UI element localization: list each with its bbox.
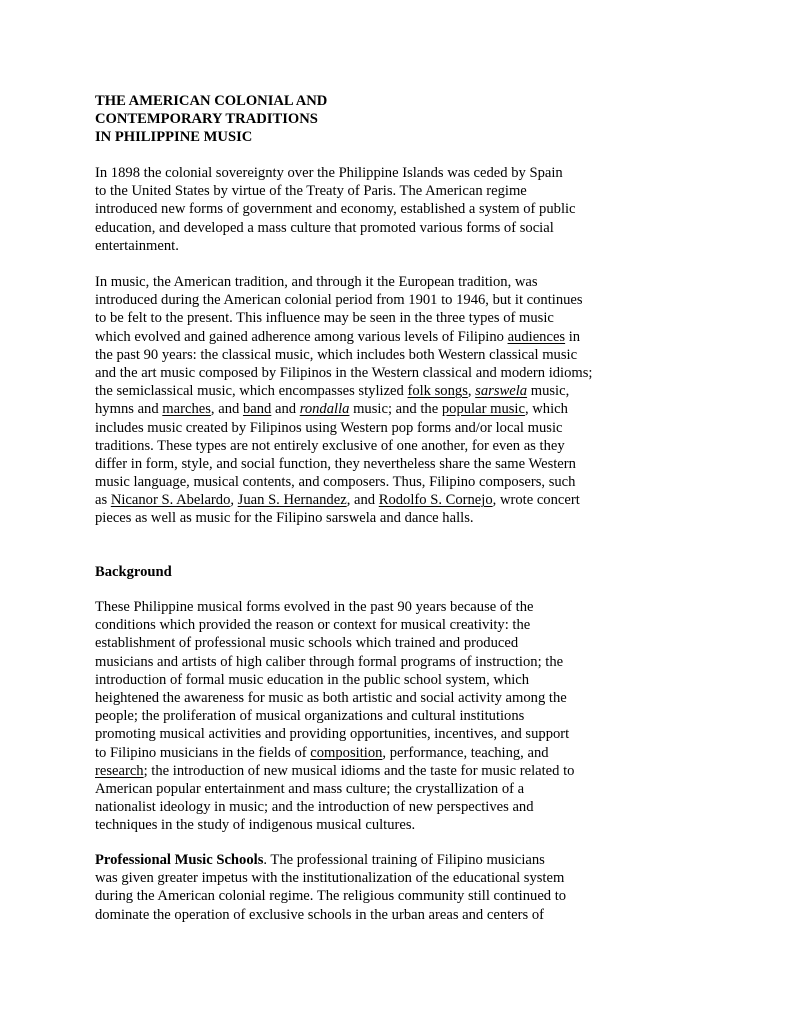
title-line: THE AMERICAN COLONIAL AND	[95, 93, 328, 109]
title-line: IN PHILIPPINE MUSIC	[95, 129, 253, 146]
text-line: to the United States by virtue of the Treaty of Paris. The American regime	[95, 183, 527, 200]
text-line: during the American colonial regime. The religious community still continued to	[95, 888, 567, 905]
link-sarswela[interactable]: sarswela	[475, 383, 528, 400]
document-title	[95, 92, 735, 147]
text-line: includes music created by Filipinos using Western pop forms and/or local music	[95, 419, 563, 436]
text-run: ; the introduction of new musical idioms and the taste for music related to	[143, 762, 575, 779]
text-line: the past 90 years: the classical music, which includes both Western classical music	[95, 346, 578, 363]
link-folk-songs[interactable]: folk songs	[407, 383, 468, 400]
paragraph-music-types	[95, 273, 735, 528]
text-line	[95, 400, 735, 418]
paragraph-background	[95, 598, 735, 834]
text-run: , which	[524, 401, 568, 418]
run-in-heading: Professional Music Schools	[95, 852, 264, 868]
link-composition[interactable]: composition	[310, 744, 383, 761]
title-line: CONTEMPORARY TRADITIONS	[95, 111, 318, 128]
text-line: establishment of professional music schools which trained and produced	[95, 635, 519, 652]
text-run: . The professional training of Filipino musicians	[263, 852, 545, 868]
text-line: In 1898 the colonial sovereignty over the Philippine Islands was ceded by Spain	[95, 165, 563, 181]
text-run: hymns and	[95, 401, 163, 418]
text-run: to Filipino musicians in the fields of	[95, 744, 311, 761]
link-research[interactable]: research	[95, 762, 144, 779]
text-line: American popular entertainment and mass culture; the crystallization of a	[95, 780, 525, 797]
text-line: introduction of formal music education in the public school system, which	[95, 671, 530, 688]
text-run: , and	[346, 492, 379, 509]
text-line: to be felt to the present. This influence may be seen in the three types of music	[95, 310, 554, 327]
link-popular-music[interactable]: popular music	[441, 401, 525, 418]
text-run: ,	[467, 383, 476, 400]
text-line: promoting musical activities and providing opportunities, incentives, and support	[95, 726, 570, 743]
text-run: ,	[230, 492, 238, 509]
text-run: as	[95, 492, 111, 509]
text-line	[95, 762, 735, 780]
text-run: and	[271, 401, 300, 418]
text-run: music; and the	[349, 401, 442, 418]
paragraph-professional-music-schools	[95, 851, 735, 924]
text-line: These Philippine musical forms evolved in the past 90 years because of the	[95, 599, 534, 615]
text-line: conditions which provided the reason or context for musical creativity: the	[95, 617, 531, 634]
text-line: and the art music composed by Filipinos in the Western classical and modern idioms;	[95, 364, 593, 381]
text-line: techniques in the study of indigenous musical cultures.	[95, 817, 416, 834]
link-rondalla[interactable]: rondalla	[299, 401, 350, 418]
section-heading-background: Background	[95, 564, 172, 580]
link-rodolfo-cornejo[interactable]: Rodolfo S. Cornejo	[378, 492, 493, 509]
link-band[interactable]: band	[242, 401, 272, 418]
text-line: introduced new forms of government and economy, established a system of public	[95, 201, 576, 218]
text-run: , and	[210, 401, 243, 418]
text-run: music,	[527, 383, 570, 400]
text-line: was given greater impetus with the institutionalization of the educational system	[95, 870, 565, 887]
text-line: music language, musical contents, and composers. Thus, Filipino composers, such	[95, 474, 576, 491]
text-line: heightened the awareness for music as both artistic and social activity among the	[95, 689, 567, 706]
link-nicanor-abelardo[interactable]: Nicanor S. Abelardo	[110, 492, 231, 509]
text-run: in	[565, 328, 581, 345]
text-line	[95, 382, 735, 400]
text-line	[95, 328, 735, 346]
paragraph-intro	[95, 164, 735, 255]
text-line	[95, 491, 735, 509]
link-audiences[interactable]: audiences	[507, 328, 566, 345]
text-run: , wrote concert	[492, 492, 580, 509]
text-run: , performance, teaching, and	[382, 744, 549, 761]
text-line: dominate the operation of exclusive schools in the urban areas and centers of	[95, 906, 545, 923]
text-line: traditions. These types are not entirely exclusive of one another, for even as they	[95, 437, 565, 454]
text-line: education, and developed a mass culture that promoted various forms of social	[95, 219, 554, 236]
text-line: musicians and artists of high caliber through formal programs of instruction; the	[95, 653, 564, 670]
text-run: the semiclassical music, which encompasses stylized	[95, 383, 408, 400]
text-line: entertainment.	[95, 237, 179, 254]
text-line: introduced during the American colonial period from 1901 to 1946, but it continues	[95, 292, 583, 309]
text-line: nationalist ideology in music; and the introduction of new perspectives and	[95, 799, 534, 816]
text-line: In music, the American tradition, and through it the European tradition, was	[95, 274, 538, 290]
text-line	[95, 851, 735, 869]
text-line: differ in form, style, and social function, they nevertheless share the same Western	[95, 455, 576, 472]
text-line: people; the proliferation of musical organizations and cultural institutions	[95, 708, 525, 725]
link-juan-hernandez[interactable]: Juan S. Hernandez	[237, 492, 347, 509]
link-marches[interactable]: marches	[162, 401, 211, 418]
text-line: pieces as well as music for the Filipino sarswela and dance halls.	[95, 510, 474, 527]
text-line	[95, 744, 735, 762]
text-run: which evolved and gained adherence among various levels of Filipino	[95, 328, 508, 345]
